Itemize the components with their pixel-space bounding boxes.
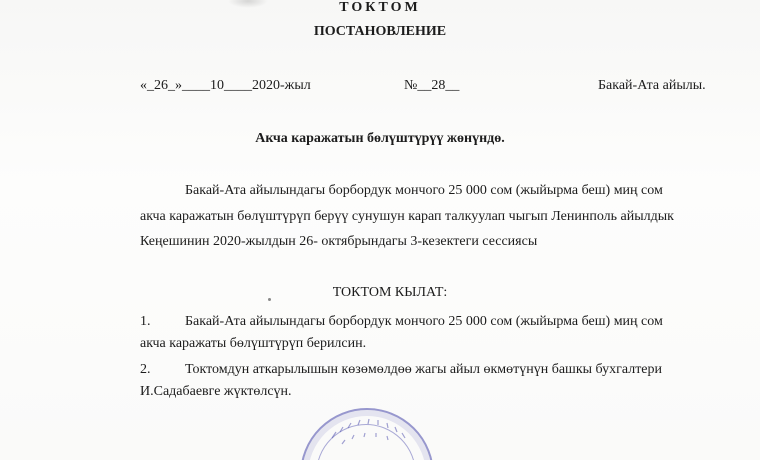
decree-heading: ТОКТОМ КЫЛАТ: xyxy=(332,285,448,300)
decree-item-text-continued: акча каражаты бөлүштүрүп берилсин. xyxy=(140,336,367,351)
decree-item-text: Токтомдун аткарылышын көзөмөлдөө жагы айыл өкмөтүнүн башкы бухгалтери xyxy=(185,362,663,377)
preamble-line: Кеңешинин 2020-жылдын 26- октябрындагы 3-кезектеги сессиясы xyxy=(140,234,538,249)
decree-item-text-continued: И.Садабаевге жүктөлсүн. xyxy=(140,384,292,399)
decree-item xyxy=(140,359,740,403)
document-title: ТОКТОМ xyxy=(339,0,421,15)
decree-date: «_26_»____10____2020-жыл xyxy=(140,78,311,93)
seal-text-marks xyxy=(302,410,432,460)
decree-items xyxy=(140,311,740,403)
document-subtitle: ПОСТАНОВЛЕНИЕ xyxy=(313,24,447,39)
preamble-line: акча каражатын бөлүштүрүп берүү сунушун карап талкуулап чыгып Ленинполь айылдык xyxy=(140,208,674,224)
decree-item-number: 1. xyxy=(140,314,151,329)
decree-number: №__28__ xyxy=(404,78,460,93)
preamble-line: Бакай-Ата айылындагы борбордук мончого 25 000 сом (жыйырма беш) миң сом xyxy=(185,183,663,198)
decree-item-number: 2. xyxy=(140,362,151,377)
decree-item-text: Бакай-Ата айылындагы борбордук мончого 25 000 сом (жыйырма беш) миң сом xyxy=(185,314,663,329)
decree-item xyxy=(140,311,740,355)
decree-subject: Акча каражатын бөлүштүрүү жөнүндө. xyxy=(255,131,505,146)
preamble-paragraph xyxy=(140,178,740,255)
official-seal xyxy=(300,408,434,460)
decree-place: Бакай-Ата айылы. xyxy=(598,78,706,93)
